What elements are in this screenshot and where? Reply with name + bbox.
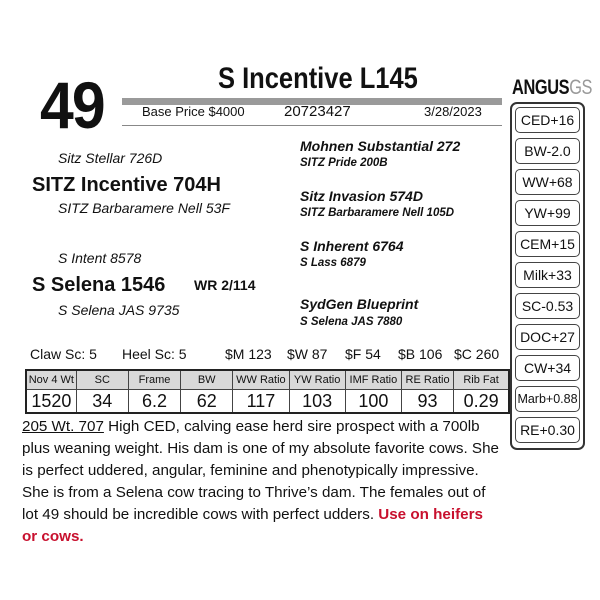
birth-date: 3/28/2023 [424, 104, 482, 119]
epd-ced: CED+16 [515, 107, 580, 133]
pedigree-ds-sire: S Inherent 6764 [300, 238, 404, 254]
header-cell: BW [181, 370, 233, 390]
epd-sc: SC-0.53 [515, 293, 580, 319]
value-cell: 0.29 [454, 390, 509, 414]
epd-yw: YW+99 [515, 200, 580, 226]
claw-score: Claw Sc: 5 [30, 346, 97, 362]
index-b: $B 106 [398, 346, 443, 362]
index-w: $W 87 [287, 346, 328, 362]
header-cell: SC [76, 370, 128, 390]
value-cell: 1520 [26, 390, 76, 414]
weaning-weight: 205 Wt. 707 [22, 418, 104, 435]
pedigree-dam-dam: S Selena JAS 9735 [58, 302, 180, 318]
value-cell: 62 [181, 390, 233, 414]
pedigree-sire-sire: Sitz Stellar 726D [58, 150, 163, 166]
pedigree-sire: SITZ Incentive 704H [32, 174, 221, 196]
dam-wr: WR 2/114 [194, 277, 256, 293]
header-cell: WW Ratio [233, 370, 289, 390]
pedigree-dam: S Selena 1546 [32, 274, 166, 296]
registration-number: 20723427 [284, 103, 351, 120]
pedigree-ss-dam: SITZ Pride 200B [300, 157, 388, 169]
heel-score: Heel Sc: 5 [122, 346, 187, 362]
header-cell: IMF Ratio [345, 370, 401, 390]
pedigree-dam-sire: S Intent 8578 [58, 250, 142, 266]
value-cell: 93 [401, 390, 453, 414]
epd-doc: DOC+27 [515, 324, 580, 350]
pedigree-ds-dam: S Lass 6879 [300, 257, 366, 269]
header-cell: Frame [128, 370, 180, 390]
pedigree-dd-sire: SydGen Blueprint [300, 296, 419, 312]
angus-gs-logo [512, 76, 592, 100]
value-cell: 100 [345, 390, 401, 414]
animal-name: S Incentive L145 [218, 62, 418, 95]
performance-header-row [26, 370, 509, 390]
pedigree-dd-dam: S Selena JAS 7880 [300, 316, 403, 328]
base-price: Base Price $4000 [142, 104, 245, 119]
value-cell: 103 [289, 390, 345, 414]
performance-value-row [26, 390, 509, 414]
epd-cem: CEM+15 [515, 231, 580, 257]
lot-description [22, 416, 502, 548]
index-c: $C 260 [454, 346, 500, 362]
epd-cw: CW+34 [515, 355, 580, 381]
pedigree-sire-dam: SITZ Barbaramere Nell 53F [58, 200, 230, 216]
header-cell: Rib Fat [454, 370, 509, 390]
angus-logo-main: ANGUS [512, 76, 570, 99]
description-text: High CED, calving ease herd sire prospect with a 700lb plus weaning weight. His dam is one of my absolute favorite cows. She is perfect uddered, angular, feminine and phenotypically impressive. She is from a Selena cow tracing to Thrive’s dam. The females out of lot 49 should be incredible cows with perfect udders. [22, 418, 499, 523]
pedigree-sd-sire: Sitz Invasion 574D [300, 188, 423, 204]
epd-re: RE+0.30 [515, 417, 580, 443]
header-cell: YW Ratio [289, 370, 345, 390]
epd-bw: BW-2.0 [515, 138, 580, 164]
performance-table [25, 369, 510, 414]
value-cell: 117 [233, 390, 289, 414]
value-cell: 34 [76, 390, 128, 414]
header-cell: Nov 4 Wt [26, 370, 76, 390]
index-m: $M 123 [225, 346, 272, 362]
header-cell: RE Ratio [401, 370, 453, 390]
epd-ww: WW+68 [515, 169, 580, 195]
epd-milk: Milk+33 [515, 262, 580, 288]
usage-highlight: Use on heifers or cows. [22, 506, 483, 545]
angus-logo-suffix: GS [569, 76, 593, 99]
pedigree-ss-sire: Mohnen Substantial 272 [300, 138, 461, 154]
index-f: $F 54 [345, 346, 381, 362]
value-cell: 6.2 [128, 390, 180, 414]
pedigree-sd-dam: SITZ Barbaramere Nell 105D [300, 207, 455, 219]
header-underline [122, 125, 502, 126]
epd-marb: Marb+0.88 [515, 386, 580, 412]
lot-number: 49 [40, 68, 104, 142]
